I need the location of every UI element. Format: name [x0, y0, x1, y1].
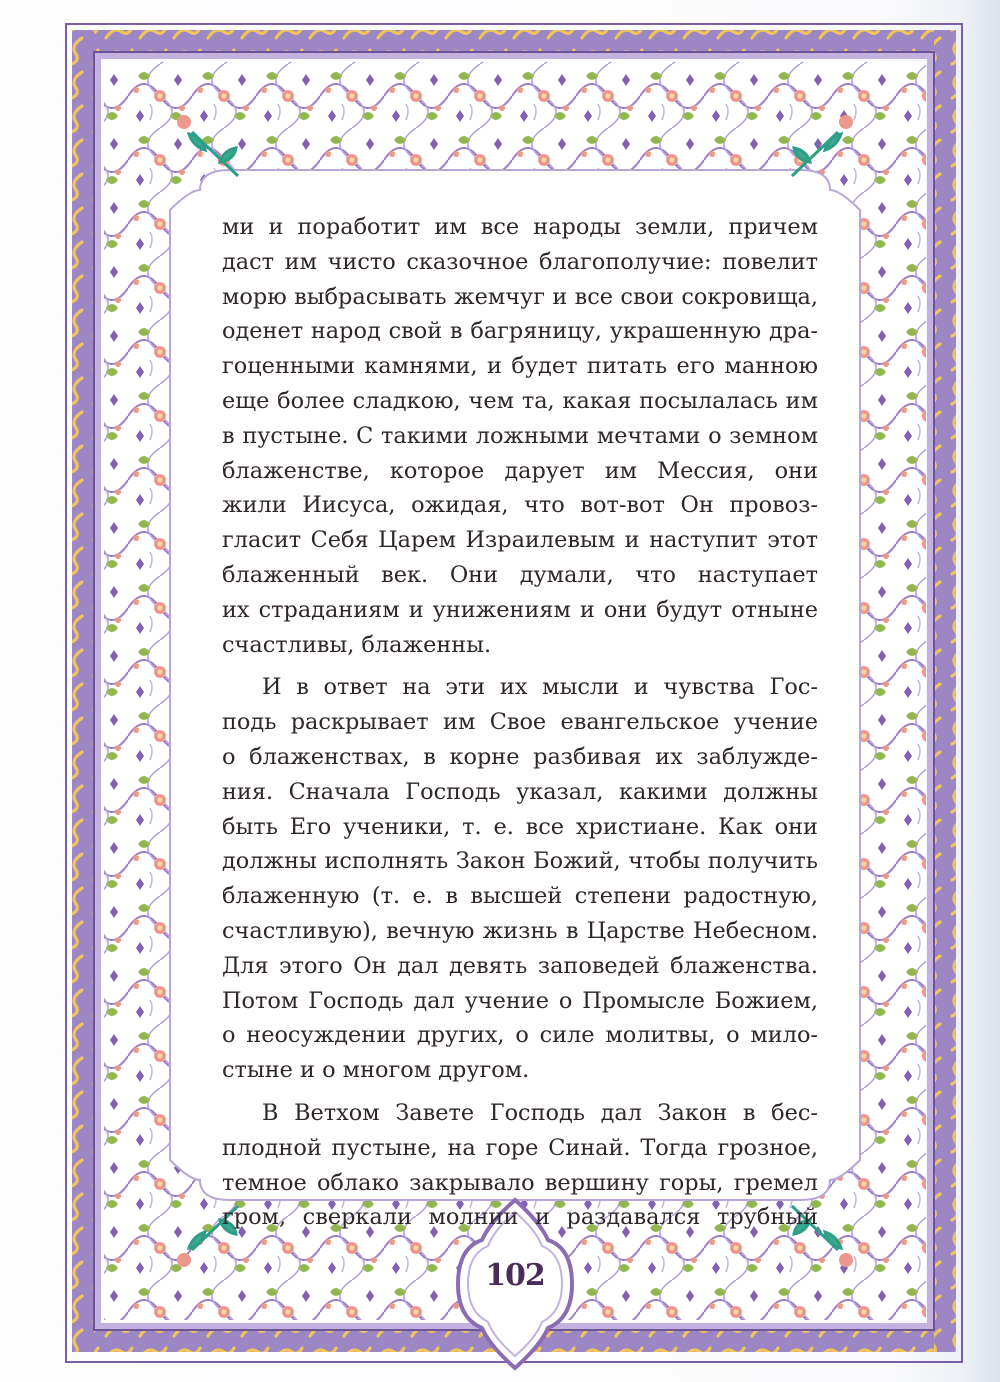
paragraph — [222, 1096, 818, 1235]
body-text — [222, 210, 818, 1235]
text-line: их страданиям и унижениям и они будут отныне — [222, 596, 818, 623]
text-line: гласит Себя Царем Израилевым и наступит этот — [222, 527, 818, 554]
text-line: темное облако закрывало вершину горы, гремел — [222, 1169, 818, 1196]
text-line: гром, сверкали молнии и раздавался трубный — [222, 1204, 818, 1231]
text-line: Потом Господь дал учение о Промысле Божием, — [222, 987, 818, 1014]
text-line: морю выбрасывать жемчуг и все свои сокровища, — [222, 283, 818, 310]
text-line: Для этого Он дал девять заповедей блаженства. — [222, 952, 818, 979]
text-line: быть Его ученики, т. е. все христиане. Как они — [222, 813, 818, 840]
page-number: 102 — [485, 1258, 545, 1293]
text-line: счастливы, блаженны. — [222, 631, 492, 658]
text-line: в пустыне. С такими ложными мечтами о земном — [222, 422, 818, 449]
text-line: счастливую), вечную жизнь в Царстве Небесном. — [222, 917, 818, 944]
text-line: гоценными камнями, и будет питать его манною — [222, 353, 818, 380]
text-line: жили Иисуса, ожидая, что вот-вот Он провоз- — [222, 492, 818, 519]
paragraph — [222, 670, 818, 1088]
text-line: о блаженствах, в корне разбивая их заблужде- — [222, 743, 818, 770]
text-line: блаженную (т. е. в высшей степени радостную, — [222, 883, 818, 910]
text-line: блаженный век. Они думали, что наступает — [222, 561, 818, 588]
text-line: стыне и о многом другом. — [222, 1057, 530, 1084]
text-line: должны исполнять Закон Божий, чтобы получить — [222, 848, 818, 875]
paragraph — [222, 210, 818, 662]
text-line: оденет народ свой в багряницу, украшенную дра- — [222, 318, 818, 345]
text-line: И в ответ на эти их мысли и чувства Гос- — [262, 674, 818, 701]
text-line: о неосуждении других, о силе молитвы, о мило- — [222, 1022, 818, 1049]
text-line: блаженстве, которое дарует им Мессия, они — [222, 457, 818, 484]
text-line: еще более сладкою, чем та, какая посылалась им — [222, 387, 818, 414]
text-line: плодной пустыне, на горе Синай. Тогда грозное, — [222, 1134, 818, 1161]
text-line: В Ветхом Завете Господь дал Закон в бес- — [262, 1099, 818, 1126]
text-line: даст им чисто сказочное благополучие: повелит — [222, 248, 818, 275]
text-line: подь раскрывает им Свое евангельское учение — [222, 709, 818, 736]
text-line: ми и поработит им все народы земли, причем — [222, 214, 818, 240]
text-line: ния. Сначала Господь указал, какими должны — [222, 778, 818, 805]
